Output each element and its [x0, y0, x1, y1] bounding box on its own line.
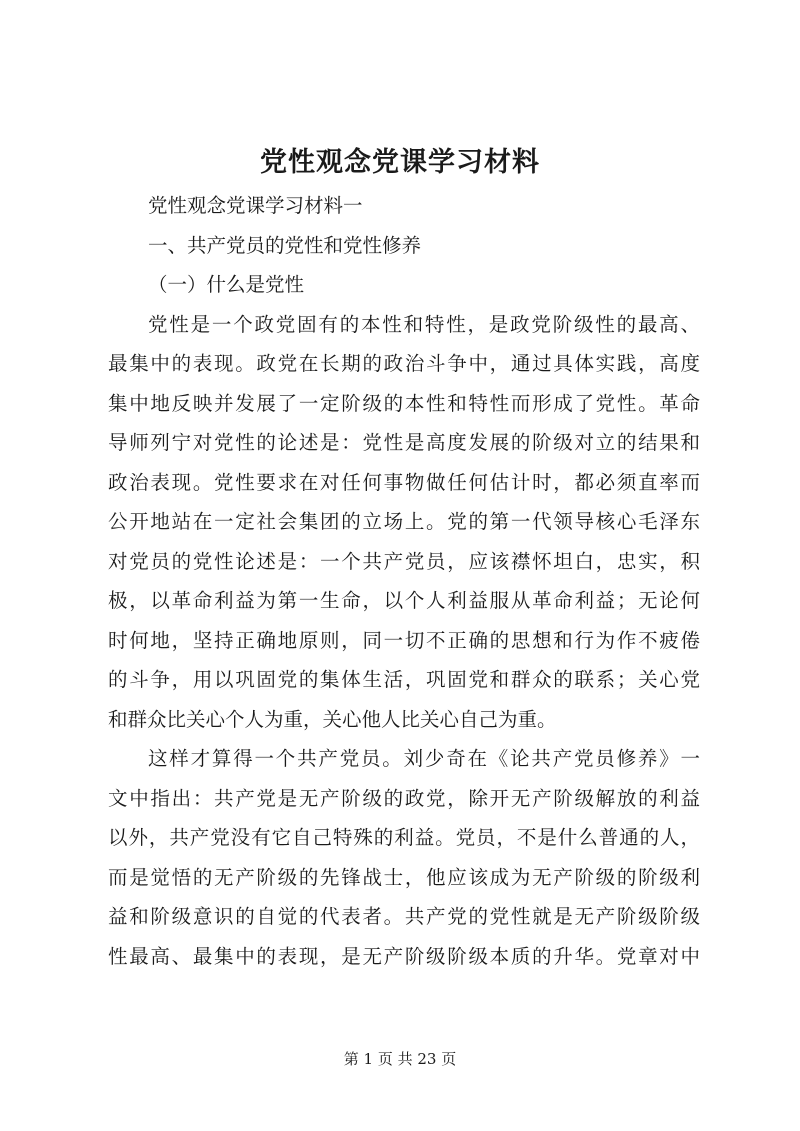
- section-heading: 党性观念党课学习材料一: [148, 194, 363, 217]
- paragraph-line: 极，以革命利益为第一生命，以个人利益服从革命利益；无论何: [108, 589, 700, 612]
- paragraph-line: 对党员的党性论述是：一个共产党员，应该襟怀坦白，忠实，积: [108, 549, 700, 573]
- paragraph-line: 益和阶级意识的自觉的代表者。共产党的党性就是无产阶级阶级: [108, 905, 700, 928]
- page-footer: 第 1 页 共 23 页: [343, 1050, 457, 1068]
- paragraph-line: 最集中的表现。政党在长期的政治斗争中，通过具体实践，高度: [108, 352, 700, 375]
- paragraph-line: 文中指出：共产党是无产阶级的政党，除开无产阶级解放的利益: [108, 786, 700, 810]
- paragraph-line: 公开地站在一定社会集团的立场上。党的第一代领导核心毛泽东: [108, 510, 700, 533]
- paragraph-line: 党性是一个政党固有的本性和特性，是政党阶级性的最高、: [148, 312, 700, 336]
- paragraph-line: 而是觉悟的无产阶级的先锋战士，他应该成为无产阶级的阶级利: [108, 865, 700, 889]
- subsubsection-heading: （一）什么是党性: [148, 273, 305, 296]
- document-body: [108, 186, 700, 976]
- document-title: 党性观念党课学习材料: [260, 147, 540, 178]
- paragraph-line: 以外，共产党没有它自己特殊的利益。党员，不是什么普通的人，: [108, 826, 700, 849]
- paragraph-line: 的斗争，用以巩固党的集体生活，巩固党和群众的联系；关心党: [108, 668, 700, 691]
- paragraph-line: 和群众比关心个人为重，关心他人比关心自己为重。: [108, 707, 557, 731]
- paragraph-line: 这样才算得一个共产党员。刘少奇在《论共产党员修养》一: [148, 747, 700, 770]
- subsection-heading: 一、共产党员的党性和党性修养: [148, 233, 422, 257]
- paragraph-line: 政治表现。党性要求在对任何事物做任何估计时，都必须直率而: [108, 470, 700, 494]
- paragraph-line: 集中地反映并发展了一定阶级的本性和特性而形成了党性。革命: [108, 391, 700, 415]
- paragraph-line: 导师列宁对党性的论述是：党性是高度发展的阶级对立的结果和: [108, 431, 700, 454]
- paragraph-line: 性最高、最集中的表现，是无产阶级阶级本质的升华。党章对中: [108, 944, 700, 968]
- paragraph-line: 时何地，坚持正确地原则，同一切不正确的思想和行为作不疲倦: [108, 628, 700, 652]
